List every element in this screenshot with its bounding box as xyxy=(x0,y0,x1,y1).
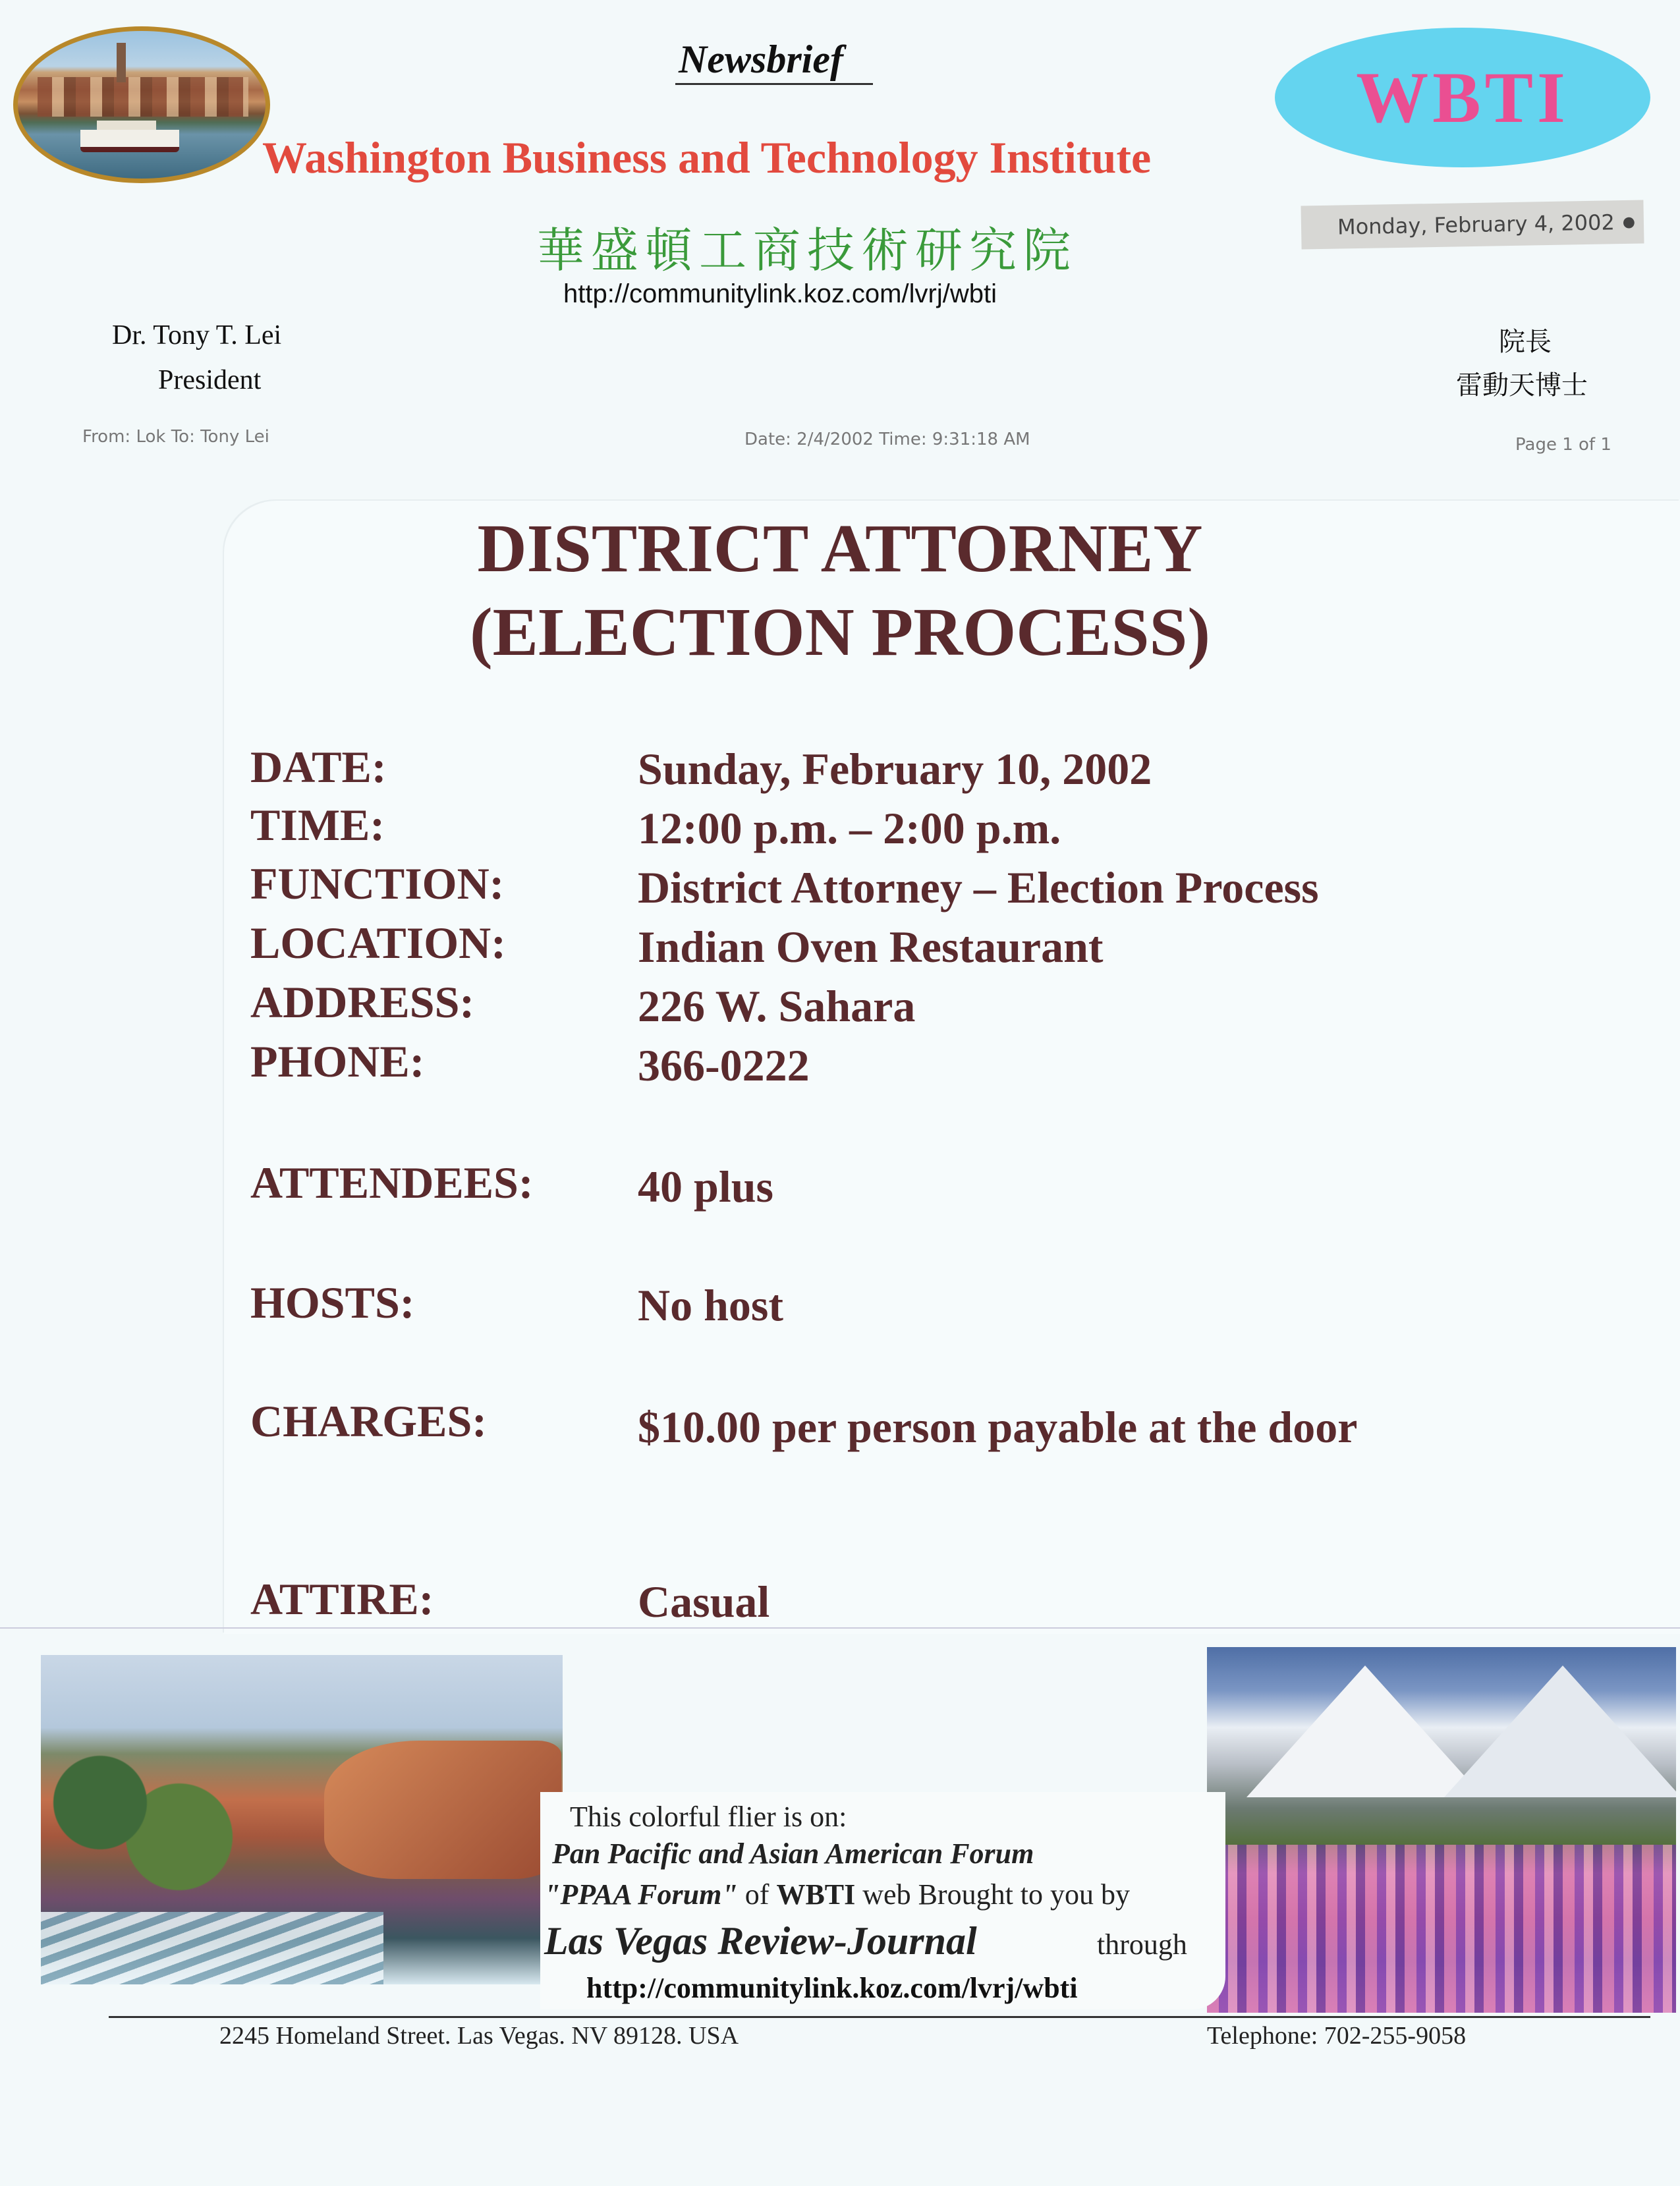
function-value: District Attorney – Election Process xyxy=(638,862,1319,912)
mountain-lupine-photo xyxy=(1207,1647,1676,2013)
event-title-line2: (ELECTION PROCESS) xyxy=(470,594,1210,670)
fax-datetime: Date: 2/4/2002 Time: 9:31:18 AM xyxy=(744,430,1030,449)
event-title-line1: DISTRICT ATTORNEY xyxy=(477,511,1203,586)
attendees-value: 40 plus xyxy=(638,1162,773,1212)
phone-label: PHONE: xyxy=(250,1036,425,1086)
newspaper-name: Las Vegas Review-Journal xyxy=(544,1919,977,1963)
function-label: FUNCTION: xyxy=(250,858,505,909)
flier-note-line1: This colorful flier is on: xyxy=(570,1801,847,1833)
location-value: Indian Oven Restaurant xyxy=(638,922,1104,972)
flier-note-of: of xyxy=(737,1878,777,1911)
fax-from-to: From: Lok To: Tony Lei xyxy=(82,427,269,447)
hosts-label: HOSTS: xyxy=(250,1277,415,1328)
hosts-value: No host xyxy=(638,1280,784,1330)
date-value: Sunday, February 10, 2002 xyxy=(638,744,1152,794)
time-label: TIME: xyxy=(250,800,385,850)
attendees-label: ATTENDEES: xyxy=(250,1158,534,1208)
bullet-icon: ● xyxy=(1622,213,1636,231)
time-value: 12:00 p.m. – 2:00 p.m. xyxy=(638,803,1061,853)
address-label: ADDRESS: xyxy=(250,977,475,1027)
date-strip xyxy=(1301,200,1644,249)
wbti-logo xyxy=(1275,28,1650,167)
president-title: President xyxy=(158,365,262,395)
sheet-edge xyxy=(0,1627,1680,1629)
charges-value: $10.00 per person payable at the door xyxy=(638,1402,1358,1452)
flier-note-through: through xyxy=(1097,1928,1187,1961)
institute-url[interactable]: http://communitylink.koz.com/lvrj/wbti xyxy=(563,279,997,308)
phone-value: 366-0222 xyxy=(638,1040,810,1090)
date-label: DATE: xyxy=(250,742,387,792)
forum-name: Pan Pacific and Asian American Forum xyxy=(552,1837,1034,1870)
flier-note-brought: web Brought to you by xyxy=(855,1878,1131,1911)
newsbrief-heading: Newsbrief xyxy=(679,38,843,81)
footer-rule xyxy=(109,2016,1650,2018)
institute-name: Washington Business and Technology Institute xyxy=(262,132,1152,182)
event-title xyxy=(0,507,1680,675)
header-date: Monday, February 4, 2002 xyxy=(1337,210,1615,240)
attire-label: ATTIRE: xyxy=(250,1574,434,1624)
footer-url[interactable]: http://communitylink.koz.com/lvrj/wbti xyxy=(586,1972,1078,2004)
attire-value: Casual xyxy=(638,1577,770,1627)
president-name: Dr. Tony T. Lei xyxy=(112,320,282,350)
fax-page-number: Page 1 of 1 xyxy=(1515,435,1611,455)
location-label: LOCATION: xyxy=(250,918,506,968)
forum-short-name: "PPAA Forum" xyxy=(544,1878,738,1911)
wbti-logo-text: WBTI xyxy=(1356,57,1569,138)
institute-name-chinese: 華盛頓工商技術研究院 xyxy=(537,223,1078,278)
footer-address: 2245 Homeland Street. Las Vegas. NV 89128. USA xyxy=(219,2022,739,2050)
president-name-chinese: 雷動天博士 xyxy=(1456,370,1588,401)
president-title-chinese: 院長 xyxy=(1499,327,1552,357)
address-value: 226 W. Sahara xyxy=(638,981,916,1031)
footer-telephone: Telephone: 702-255-9058 xyxy=(1207,2022,1467,2050)
canyon-creek-photo xyxy=(41,1655,563,1984)
wbti-name: WBTI xyxy=(776,1878,856,1911)
flier-note-line3 xyxy=(544,1878,1130,1911)
charges-label: CHARGES: xyxy=(250,1396,487,1446)
newsbrief-underline xyxy=(675,83,873,85)
city-harbor-photo xyxy=(13,26,270,183)
